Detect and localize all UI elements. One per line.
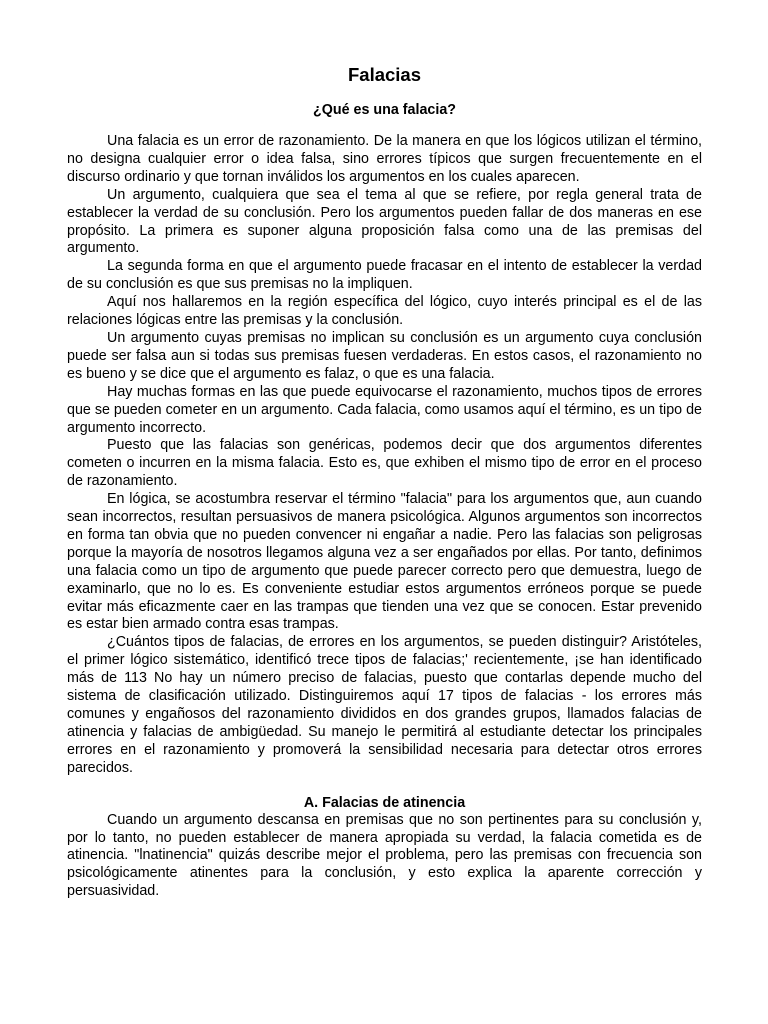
section-a-paragraph: Cuando un argumento descansa en premisas que no son pertinentes para su conclusión y, por lo tanto, no pueden establecer de manera apropiada su verdad, la falacia cometida es de atinencia. "lnatinencia" quizás describe mejor el problema, pero las premisas con frecuencia son psicológicamente atinentes para la conclusión, y esto explica la aparente corrección y persuasividad. xyxy=(67,811,702,900)
paragraph-1: Una falacia es un error de razonamiento. De la manera en que los lógicos utilizan el término, no designa cualquier error o idea falsa, sino errores típicos que surgen frecuentemente en el discurso ordinario y que tornan inválidos los argumentos en los cuales aparecen. xyxy=(67,133,702,185)
paragraph-9: ¿Cuántos tipos de falacias, de errores en los argumentos, se pueden distinguir? Aristóteles, el primer lógico sistemático, identificó trece tipos de falacias;' recientemente, ¡se han identificado más de 113 No hay un número preciso de falacias, puesto que contarlas depende mucho del sistema de clasificación utilizado. Distinguiremos aquí 17 tipos de falacias - los errores más comunes y engañosos del razonamiento divididos en dos grandes grupos, llamados falacias de atinencia y falacias de ambigüedad. Su manejo le permitirá al estudiante detectar los principales errores en el razonamiento y promoverá la sensibilidad necesaria para detectar otros errores parecidos. xyxy=(67,634,702,776)
document-subtitle: ¿Qué es una falacia? xyxy=(312,102,457,118)
paragraph-3: La segunda forma en que el argumento puede fracasar en el intento de establecer la verdad de su conclusión es que sus premisas no la impliquen. xyxy=(67,258,702,293)
section-heading-a: A. Falacias de atinencia xyxy=(303,794,466,811)
document-title: Falacias xyxy=(347,64,422,85)
paragraph-8: En lógica, se acostumbra reservar el término "falacia" para los argumentos que, aun cuando sean incorrectos, resultan persuasivos de manera psicológica. Algunos argumentos son incorrectos en forma tan obvia que no pueden convencer ni engañar a nadie. Pero las falacias son peligrosas porque la mayoría de nosotros llegamos alguna vez a ser engañados por ellas. Por tanto, definimos una falacia como un tipo de argumento que puede parecer correcto pero que demuestra, luego de examinarlo, que no lo es. Es conveniente estudiar estos argumentos erróneos porque se puede evitar más eficazmente caer en las trampas que tienden una vez que se conocen. Estar prevenido es estar bien armado contra esas trampas. xyxy=(67,491,702,633)
paragraph-5: Un argumento cuyas premisas no implican su conclusión es un argumento cuya conclusión puede ser falsa aun si todas sus premisas fuesen verdaderas. En estos casos, el razonamiento no es bueno y se dice que el argumento es falaz, o que es una falacia. xyxy=(67,329,702,382)
document-page xyxy=(67,63,702,901)
paragraph-7: Puesto que las falacias son genéricas, podemos decir que dos argumentos diferentes cometen o incurren en la misma falacia. Esto es, que exhiben el mismo tipo de error en el proceso de razonamiento. xyxy=(67,437,702,490)
paragraph-6: Hay muchas formas en las que puede equivocarse el razonamiento, muchos tipos de errores que se pueden cometer en un argumento. Cada falacia, como usamos aquí el término, es un tipo de argumento incorrecto. xyxy=(67,383,703,436)
paragraph-2: Un argumento, cualquiera que sea el tema al que se refiere, por regla general trata de establecer la verdad de su conclusión. Pero los argumentos pueden fallar de dos maneras en ese propósito. La primera es suponer alguna proposición falsa como una de las premisas del argumento. xyxy=(67,186,702,257)
paragraph-4: Aquí nos hallaremos en la región específica del lógico, cuyo interés principal es el de las relaciones lógicas entre las premisas y la conclusión. xyxy=(67,294,702,329)
